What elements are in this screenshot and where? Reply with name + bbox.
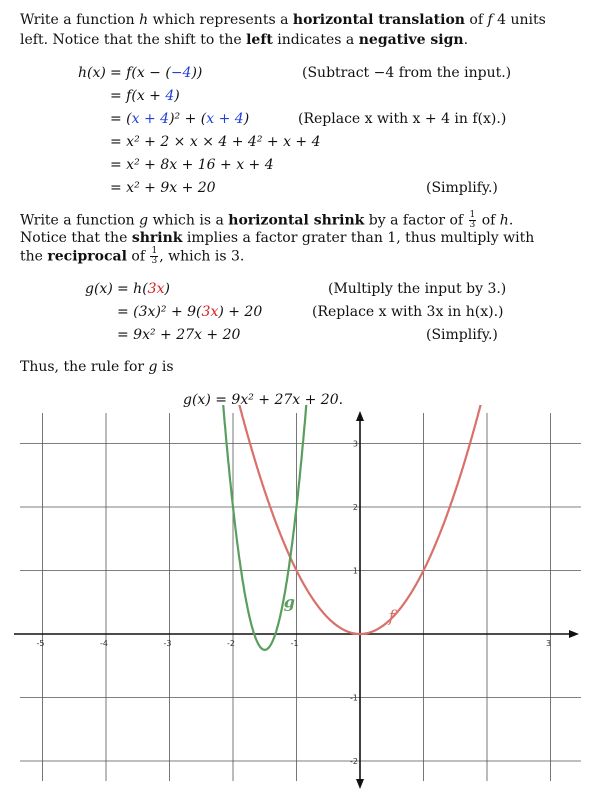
text: implies a factor grater than 1, thus multiply with [182, 230, 535, 246]
para1-line1 [20, 11, 546, 29]
expr: = (3x)² + 9( [117, 304, 202, 320]
para2-line2 [20, 229, 534, 247]
para2-line1 [20, 211, 513, 230]
final-rule: g(x) = 9x² + 27x + 20. [183, 392, 344, 408]
x-tick-label: -1 [290, 639, 299, 648]
fraction-one-third [469, 211, 477, 230]
y-tick-label: 2 [352, 503, 358, 512]
expr: )² + ( [169, 111, 207, 127]
x-tick-label: -3 [163, 639, 172, 648]
math-h: h [139, 12, 149, 28]
derivation1-row-5: = x² + 9x + 20 [110, 180, 216, 196]
fraction-one-third [150, 247, 158, 266]
expr: = ( [110, 111, 132, 127]
text: which is a [148, 212, 229, 229]
y-axis-arrow [356, 411, 364, 421]
derivation2-note-2: (Simplify.) [426, 327, 498, 343]
expr: = f(x + [110, 88, 166, 104]
text: by a factor of [364, 212, 468, 229]
math-f: f [487, 12, 493, 28]
x-axis-arrow [569, 630, 579, 638]
text: is [157, 359, 174, 375]
y-tick-label: 1 [352, 566, 358, 576]
derivation2-note-0: (Multiply the input by 3.) [328, 281, 507, 297]
math-g: g [148, 359, 158, 375]
expr: )) [191, 65, 203, 81]
label-f: f [388, 606, 395, 626]
derivation1-note-5: (Simplify.) [426, 180, 498, 196]
derivation1-row-3: = x² + 2 × x × 4 + 4² + x + 4 [110, 134, 321, 150]
expr-highlight: x + 4 [131, 111, 170, 127]
derivation2-lhs: g(x) [85, 281, 113, 297]
derivation1-row-2 [110, 110, 249, 128]
y-tick-label: -1 [350, 693, 358, 703]
derivation2-row-1 [117, 303, 262, 321]
x-tick-label: -2 [227, 639, 235, 648]
text: of [477, 212, 500, 229]
derivation1-row-4: = x² + 8x + 16 + x + 4 [110, 157, 274, 173]
para3 [20, 358, 174, 376]
text: , which is 3. [159, 248, 245, 265]
derivation2-row-2: = 9x² + 27x + 20 [117, 327, 241, 343]
bold-text: left [246, 32, 273, 48]
para2-line3 [20, 247, 244, 266]
expr: ) [164, 281, 170, 297]
expr-highlight: −4 [170, 65, 192, 81]
text: of [126, 248, 150, 265]
expr: ) [243, 111, 250, 127]
x-tick-label: -5 [36, 639, 45, 648]
y-axis-arrow-down [356, 779, 364, 789]
expr-highlight: x + 4 [206, 111, 244, 127]
para1-line2 [20, 31, 468, 49]
bold-text: horizontal translation [292, 12, 465, 28]
fraction-numerator: 1 [469, 210, 476, 220]
derivation1-row-1 [110, 87, 180, 105]
derivation1-note-2: (Replace x with x + 4 in f(x).) [298, 111, 507, 127]
curve-g [222, 405, 307, 650]
fraction-denominator: 3 [469, 220, 476, 230]
expr: ) [174, 88, 180, 104]
derivation1-row-0 [110, 64, 202, 82]
text: of [464, 12, 488, 28]
function-graph [0, 405, 601, 789]
fraction-denominator: 3 [151, 256, 158, 266]
text: which represents a [148, 12, 293, 28]
math-h: h [499, 212, 509, 229]
text: the [20, 248, 48, 265]
x-tick-label: 3 [545, 639, 552, 648]
y-tick-label: 3 [352, 439, 358, 449]
text: left. Notice that the shift to the [20, 32, 247, 48]
bold-text: shrink [131, 230, 183, 246]
expr: ) + 20 [218, 304, 263, 320]
label-g: g [283, 592, 295, 612]
text: 4 units [492, 12, 546, 28]
derivation2-row-0 [117, 280, 170, 298]
x-tick-label: -4 [100, 639, 108, 648]
expr-highlight: 3x [201, 304, 219, 320]
expr: = f(x − ( [110, 65, 171, 81]
derivation1-note-0: (Subtract −4 from the input.) [302, 65, 512, 81]
text: Write a function [20, 212, 140, 229]
text: . [463, 32, 469, 48]
bold-text: reciprocal [47, 248, 127, 265]
derivation2-note-1: (Replace x with 3x in h(x).) [312, 304, 504, 320]
fraction-numerator: 1 [151, 246, 158, 256]
bold-text: negative sign [358, 32, 464, 48]
expr-highlight: 3x [147, 281, 165, 297]
math-g: g [139, 212, 149, 229]
text: Thus, the rule for [20, 359, 149, 375]
text: Write a function [20, 12, 140, 28]
derivation1-lhs: h(x) [78, 65, 106, 81]
expr: = h( [117, 281, 148, 297]
text: indicates a [272, 32, 359, 48]
expr-highlight: 4 [165, 88, 175, 104]
text: Notice that the [20, 230, 132, 246]
y-tick-label: -2 [350, 757, 358, 766]
bold-text: horizontal shrink [228, 212, 365, 229]
text: . [508, 212, 514, 229]
